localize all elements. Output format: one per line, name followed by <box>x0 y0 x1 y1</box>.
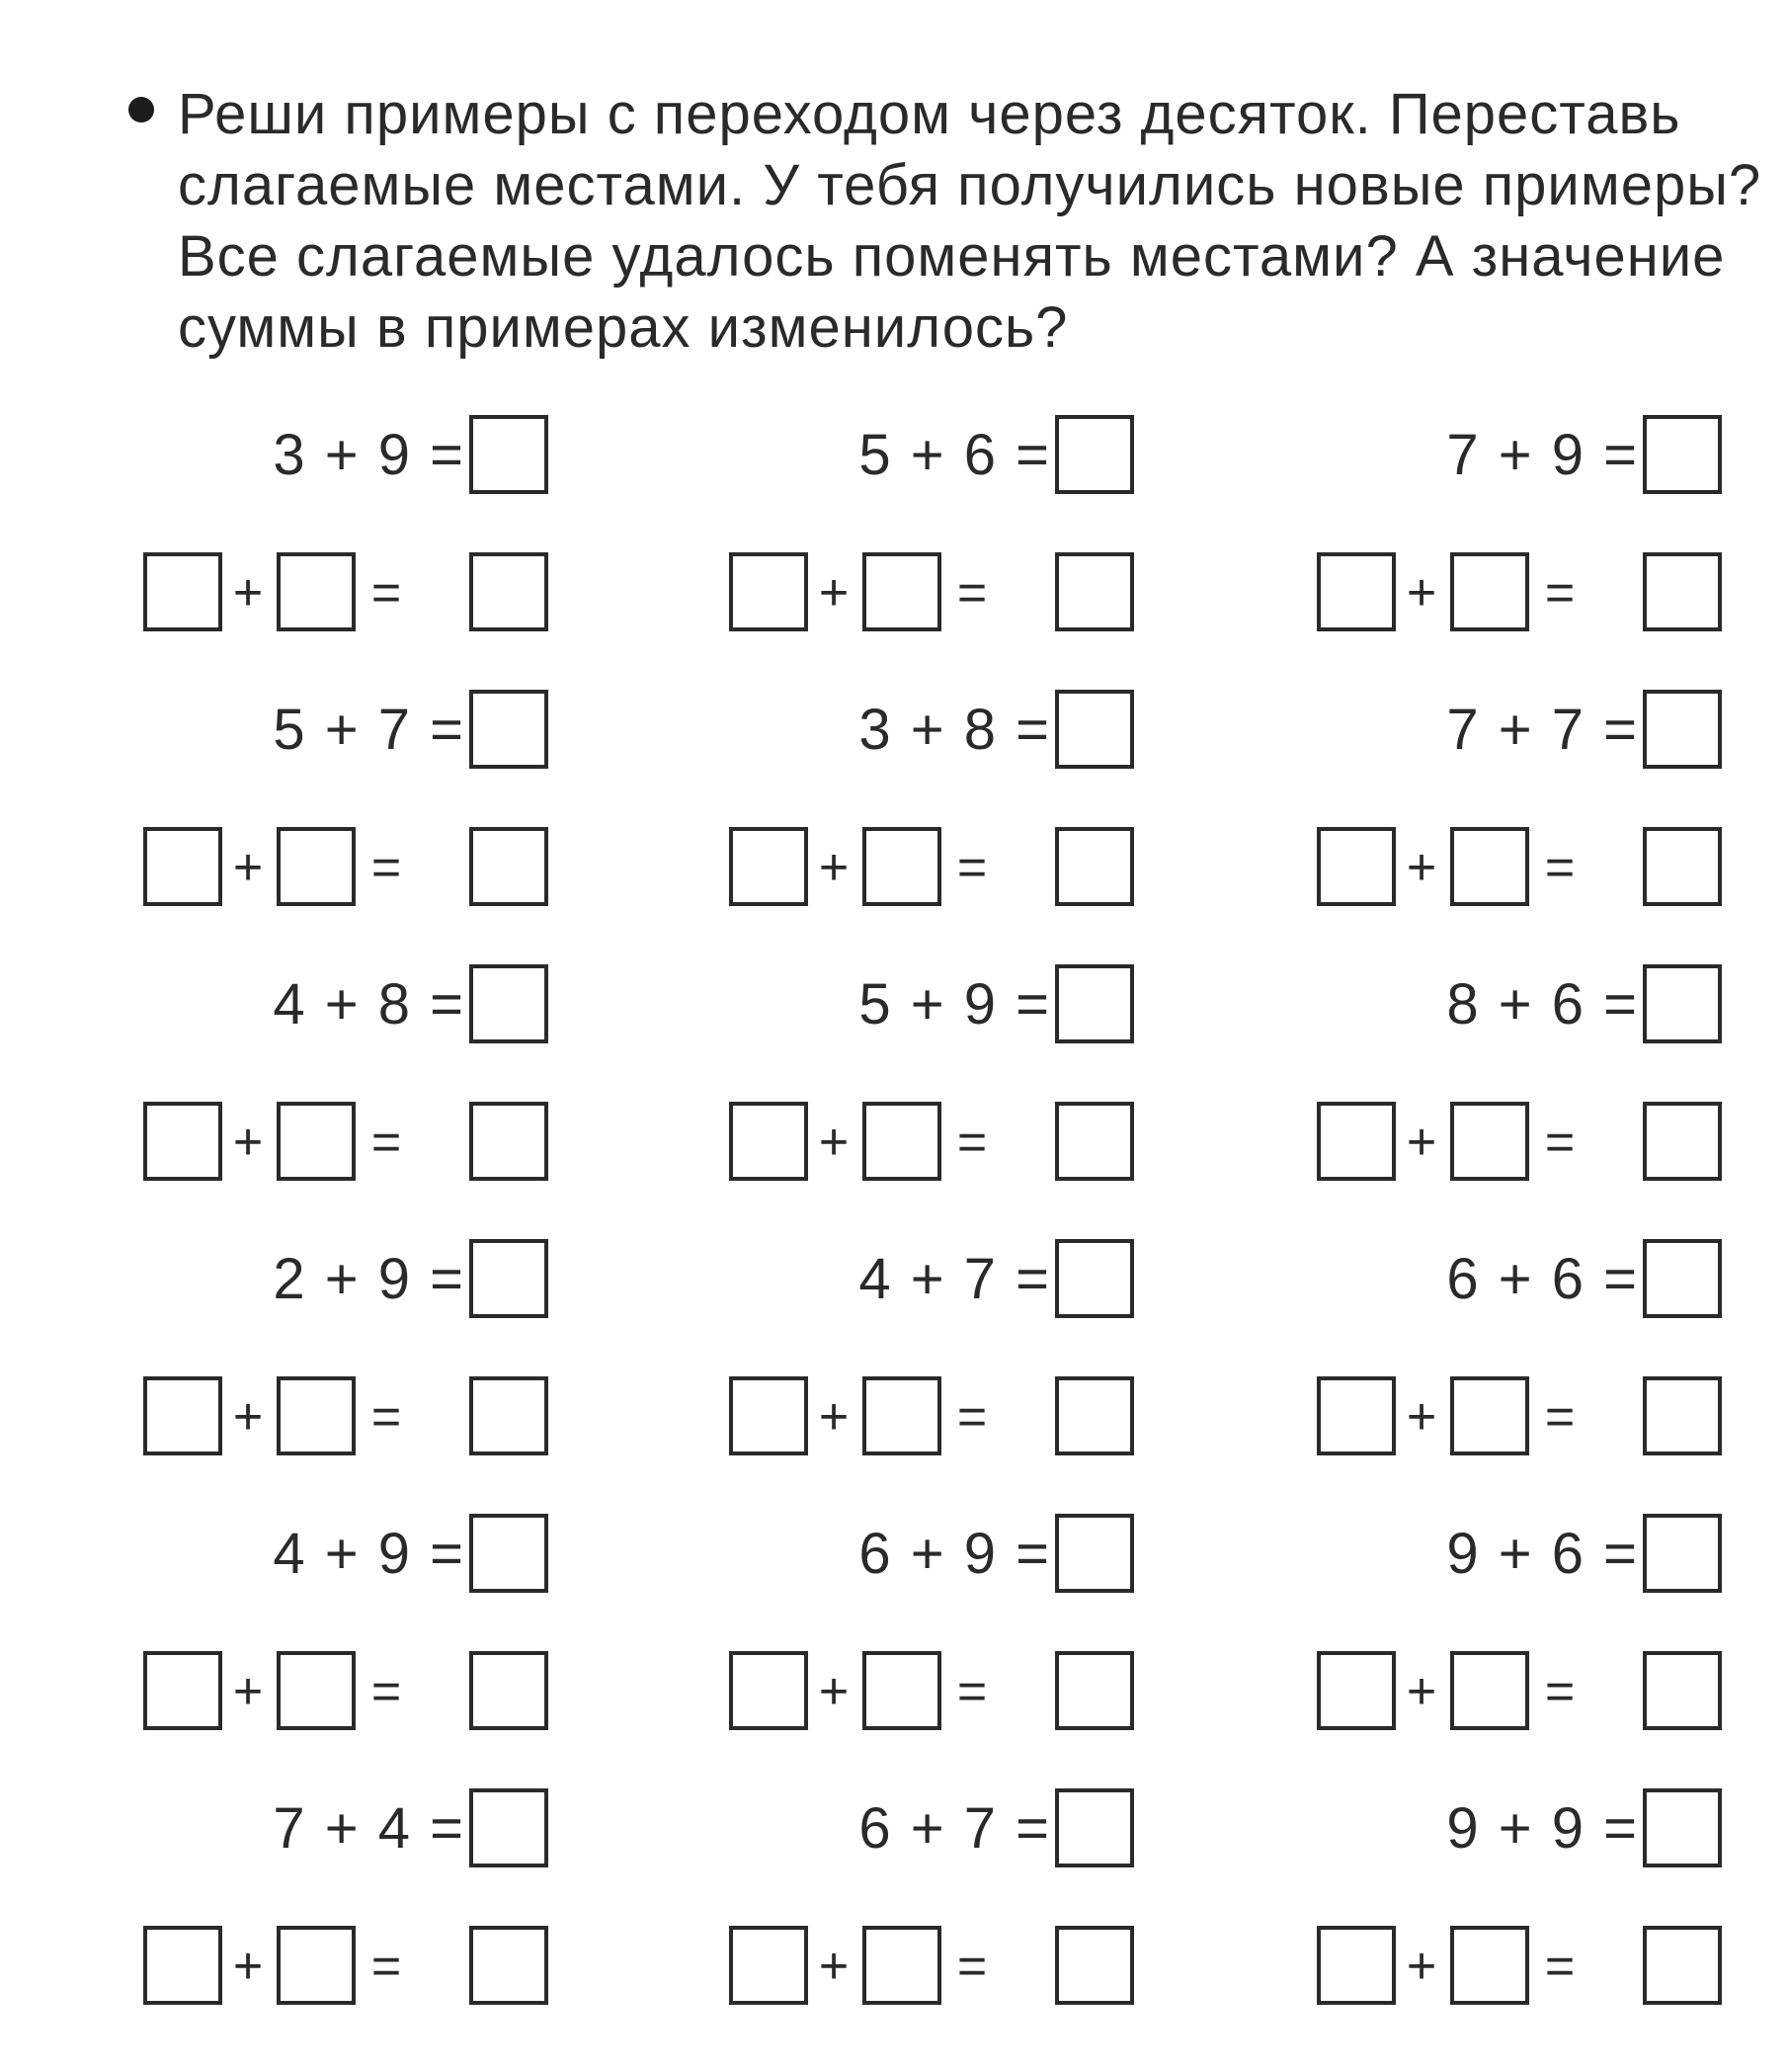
answer-box[interactable] <box>1055 415 1134 494</box>
equals-sign: = <box>956 564 988 622</box>
expression-row <box>719 1788 1154 1875</box>
equals-sign: = <box>370 1114 402 1171</box>
expression-row <box>133 1514 568 1601</box>
equals-sign: = <box>956 1114 988 1171</box>
problem-expression: 5 + 9 = <box>858 972 1051 1036</box>
problem-expression: 6 + 9 = <box>858 1522 1051 1586</box>
problem-expression: 2 + 9 = <box>273 1247 465 1311</box>
expression-row <box>133 1239 568 1326</box>
swapped-addends-row <box>1307 1376 1742 1463</box>
addend-box[interactable] <box>1317 827 1396 906</box>
swapped-addends-row <box>1307 1651 1742 1738</box>
swapped-addends-row <box>1307 827 1742 914</box>
plus-sign: + <box>818 1388 850 1446</box>
expression-row <box>1307 690 1742 777</box>
swapped-addends-row <box>133 1102 568 1189</box>
sum-box[interactable] <box>1643 827 1722 906</box>
equals-sign: = <box>370 839 402 896</box>
addend-box[interactable] <box>1450 1102 1529 1181</box>
swapped-addends-row <box>133 1376 568 1463</box>
sum-box[interactable] <box>1055 1376 1134 1455</box>
equals-sign: = <box>1544 564 1576 622</box>
sum-box[interactable] <box>469 1376 548 1455</box>
addend-box[interactable] <box>1450 1376 1529 1455</box>
addend-box[interactable] <box>143 1651 222 1730</box>
addend-box[interactable] <box>277 1376 356 1455</box>
expression-row <box>719 964 1154 1051</box>
plus-sign: + <box>1406 1388 1437 1446</box>
addend-box[interactable] <box>1317 1651 1396 1730</box>
answer-box[interactable] <box>1055 1788 1134 1867</box>
instruction-line: Реши примеры с переходом через десяток. Переставь <box>178 82 1681 146</box>
plus-sign: + <box>232 1938 264 1995</box>
answer-box[interactable] <box>1055 1239 1134 1318</box>
addend-box[interactable] <box>277 827 356 906</box>
equals-sign: = <box>370 564 402 622</box>
plus-sign: + <box>232 1663 264 1720</box>
sum-box[interactable] <box>469 1926 548 2005</box>
addend-box[interactable] <box>277 1102 356 1181</box>
expression-row <box>1307 1788 1742 1875</box>
sum-box[interactable] <box>1643 1926 1722 2005</box>
swapped-addends-row <box>1307 552 1742 639</box>
equals-sign: = <box>1544 1938 1576 1995</box>
swapped-addends-row <box>719 552 1154 639</box>
sum-box[interactable] <box>469 1651 548 1730</box>
expression-row <box>1307 1239 1742 1326</box>
problem-expression: 6 + 7 = <box>858 1796 1051 1861</box>
answer-box[interactable] <box>469 1239 548 1318</box>
addend-box[interactable] <box>143 1102 222 1181</box>
equals-sign: = <box>370 1663 402 1720</box>
plus-sign: + <box>232 839 264 896</box>
addend-box[interactable] <box>143 1376 222 1455</box>
equals-sign: = <box>956 839 988 896</box>
addend-box[interactable] <box>729 1376 808 1455</box>
expression-row <box>1307 964 1742 1051</box>
addend-box[interactable] <box>862 1651 941 1730</box>
addend-box[interactable] <box>729 1651 808 1730</box>
answer-box[interactable] <box>1643 1239 1722 1318</box>
plus-sign: + <box>1406 564 1437 622</box>
plus-sign: + <box>818 1663 850 1720</box>
sum-box[interactable] <box>1643 1651 1722 1730</box>
sum-box[interactable] <box>469 827 548 906</box>
swapped-addends-row <box>719 1926 1154 2013</box>
equals-sign: = <box>1544 1663 1576 1720</box>
answer-box[interactable] <box>1055 690 1134 769</box>
addend-box[interactable] <box>143 1926 222 2005</box>
addend-box[interactable] <box>143 827 222 906</box>
equals-sign: = <box>956 1663 988 1720</box>
plus-sign: + <box>818 1114 850 1171</box>
answer-box[interactable] <box>469 1514 548 1593</box>
sum-box[interactable] <box>1055 552 1134 631</box>
swapped-addends-row <box>133 1651 568 1738</box>
answer-box[interactable] <box>1055 964 1134 1043</box>
problem-expression: 7 + 7 = <box>1446 698 1639 762</box>
instruction-line: Все слагаемые удалось поменять местами? А значение <box>178 224 1726 289</box>
addend-box[interactable] <box>729 827 808 906</box>
problem-expression: 5 + 7 = <box>273 698 465 762</box>
addend-box[interactable] <box>1450 1651 1529 1730</box>
problem-expression: 4 + 8 = <box>273 972 465 1036</box>
equals-sign: = <box>1544 839 1576 896</box>
sum-box[interactable] <box>1643 1102 1722 1181</box>
expression-row <box>1307 415 1742 502</box>
answer-box[interactable] <box>1643 415 1722 494</box>
addend-box[interactable] <box>729 552 808 631</box>
sum-box[interactable] <box>1055 1102 1134 1181</box>
addend-box[interactable] <box>729 1926 808 2005</box>
addend-box[interactable] <box>1317 1926 1396 2005</box>
sum-box[interactable] <box>1643 552 1722 631</box>
plus-sign: + <box>232 1388 264 1446</box>
problem-expression: 6 + 6 = <box>1446 1247 1639 1311</box>
expression-row <box>719 1514 1154 1601</box>
addend-box[interactable] <box>277 1926 356 2005</box>
addend-box[interactable] <box>277 1651 356 1730</box>
sum-box[interactable] <box>1055 1926 1134 2005</box>
addend-box[interactable] <box>862 1376 941 1455</box>
instruction-line: суммы в примерах изменилось? <box>178 295 1069 360</box>
swapped-addends-row <box>133 552 568 639</box>
problem-expression: 9 + 6 = <box>1446 1522 1639 1586</box>
expression-row <box>1307 1514 1742 1601</box>
answer-box[interactable] <box>1643 964 1722 1043</box>
problem-expression: 8 + 6 = <box>1446 972 1639 1036</box>
problem-expression: 9 + 9 = <box>1446 1796 1639 1861</box>
expression-row <box>719 415 1154 502</box>
problem-expression: 3 + 8 = <box>858 698 1051 762</box>
sum-box[interactable] <box>469 552 548 631</box>
expression-row <box>719 1239 1154 1326</box>
problem-expression: 4 + 9 = <box>273 1522 465 1586</box>
expression-row <box>133 690 568 777</box>
answer-box[interactable] <box>469 415 548 494</box>
addend-box[interactable] <box>143 552 222 631</box>
answer-box[interactable] <box>1055 1514 1134 1593</box>
addend-box[interactable] <box>1317 1102 1396 1181</box>
sum-box[interactable] <box>1055 1651 1134 1730</box>
sum-box[interactable] <box>1055 827 1134 906</box>
addend-box[interactable] <box>862 1926 941 2005</box>
addend-box[interactable] <box>1317 1376 1396 1455</box>
addend-box[interactable] <box>1450 827 1529 906</box>
problem-expression: 7 + 9 = <box>1446 423 1639 487</box>
swapped-addends-row <box>133 1926 568 2013</box>
plus-sign: + <box>818 839 850 896</box>
addend-box[interactable] <box>1450 1926 1529 2005</box>
answer-box[interactable] <box>469 690 548 769</box>
expression-row <box>133 415 568 502</box>
expression-row <box>133 1788 568 1875</box>
addend-box[interactable] <box>1450 552 1529 631</box>
addend-box[interactable] <box>862 827 941 906</box>
swapped-addends-row <box>719 1102 1154 1189</box>
addend-box[interactable] <box>1317 552 1396 631</box>
sum-box[interactable] <box>1643 1376 1722 1455</box>
answer-box[interactable] <box>469 1788 548 1867</box>
plus-sign: + <box>1406 1114 1437 1171</box>
addend-box[interactable] <box>277 552 356 631</box>
equals-sign: = <box>1544 1388 1576 1446</box>
swapped-addends-row <box>719 1376 1154 1463</box>
problem-expression: 7 + 4 = <box>273 1796 465 1861</box>
plus-sign: + <box>818 1938 850 1995</box>
addend-box[interactable] <box>862 552 941 631</box>
sum-box[interactable] <box>469 1102 548 1181</box>
equals-sign: = <box>1544 1114 1576 1171</box>
plus-sign: + <box>1406 1938 1437 1995</box>
addend-box[interactable] <box>862 1102 941 1181</box>
plus-sign: + <box>232 1114 264 1171</box>
equals-sign: = <box>370 1388 402 1446</box>
problem-expression: 5 + 6 = <box>858 423 1051 487</box>
swapped-addends-row <box>719 827 1154 914</box>
plus-sign: + <box>1406 839 1437 896</box>
swapped-addends-row <box>133 827 568 914</box>
equals-sign: = <box>370 1938 402 1995</box>
answer-box[interactable] <box>1643 1514 1722 1593</box>
plus-sign: + <box>818 564 850 622</box>
addend-box[interactable] <box>729 1102 808 1181</box>
plus-sign: + <box>232 564 264 622</box>
swapped-addends-row <box>719 1651 1154 1738</box>
swapped-addends-row <box>1307 1926 1742 2013</box>
expression-row <box>133 964 568 1051</box>
plus-sign: + <box>1406 1663 1437 1720</box>
answer-box[interactable] <box>1643 1788 1722 1867</box>
swapped-addends-row <box>1307 1102 1742 1189</box>
answer-box[interactable] <box>469 964 548 1043</box>
expression-row <box>719 690 1154 777</box>
problem-expression: 4 + 7 = <box>858 1247 1051 1311</box>
problem-expression: 3 + 9 = <box>273 423 465 487</box>
equals-sign: = <box>956 1388 988 1446</box>
instruction-line: слагаемые местами. У тебя получились новые примеры? <box>178 153 1762 217</box>
answer-box[interactable] <box>1643 690 1722 769</box>
equals-sign: = <box>956 1938 988 1995</box>
